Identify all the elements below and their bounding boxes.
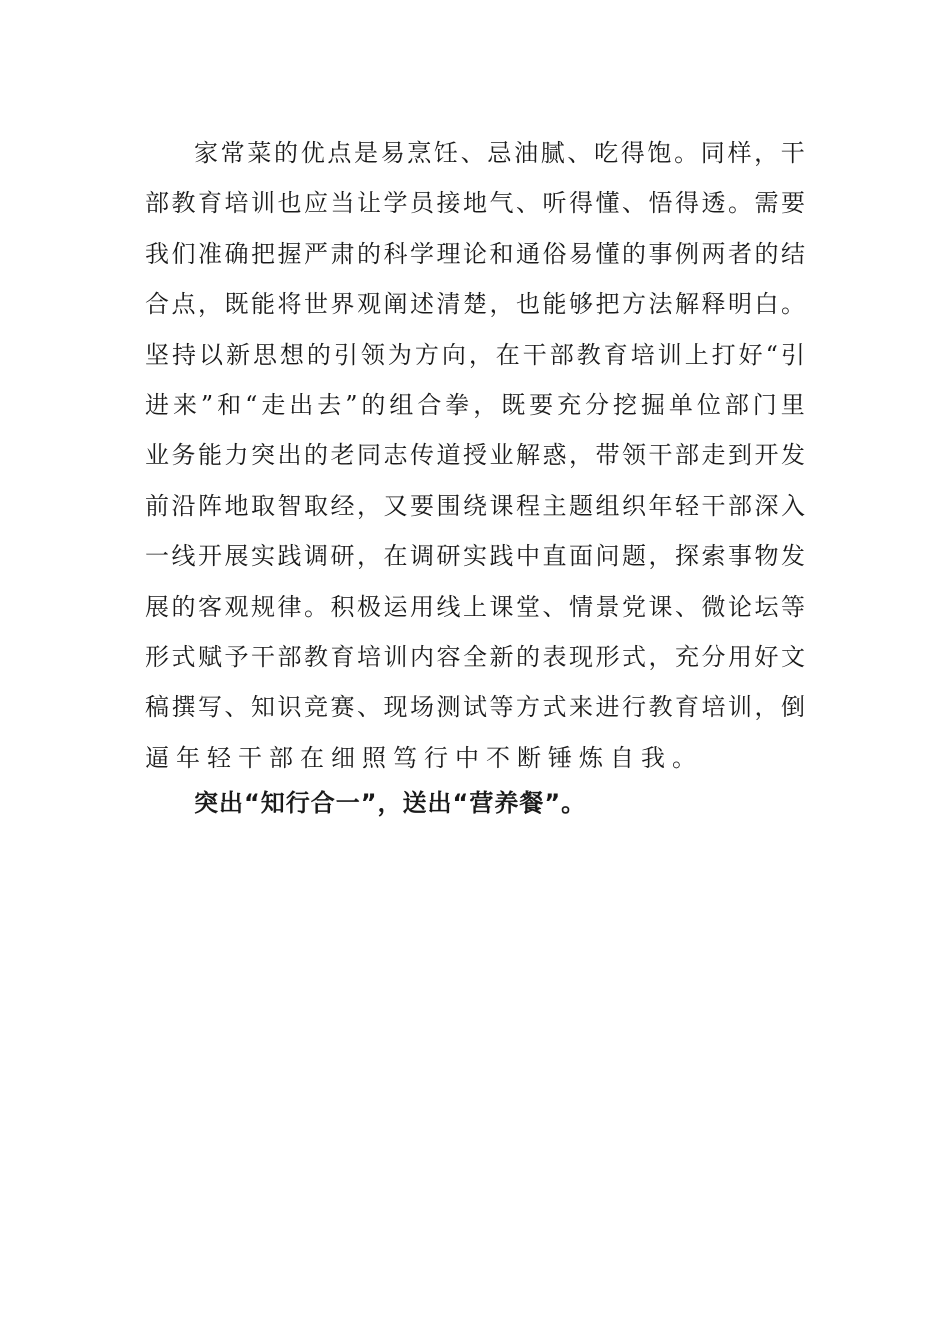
- paragraph-line: 展 的 客 观 规 律 。 积 极 运 用 线 上 课 堂 、 情 景 党 课 、 微 论 坛 等: [145, 592, 805, 621]
- paragraph-line: 一 线 开 展 实 践 调 研 ， 在 调 研 实 践 中 直 面 问 题 ， 探 索 事 物 发: [145, 542, 805, 571]
- paragraph-line: 前 沿 阵 地 取 智 取 经 ， 又 要 围 绕 课 程 主 题 组 织 年 轻 干 部 深 入: [145, 491, 805, 520]
- paragraph-line: 形 式 赋 予 干 部 教 育 培 训 内 容 全 新 的 表 现 形 式 ， 充 分 用 好 文: [145, 642, 805, 671]
- paragraph-line: 部 教 育 培 训 也 应 当 让 学 员 接 地 气 、 听 得 懂 、 悟 得 透 。 需 要: [145, 189, 805, 218]
- paragraph-line: 合 点 ， 既 能 将 世 界 观 阐 述 清 楚 ， 也 能 够 把 方 法 解 释 明 白 。: [145, 290, 805, 319]
- paragraph-line: 稿 撰 写 、 知 识 竞 赛 、 现 场 测 试 等 方 式 来 进 行 教 育 培 训 ， 倒: [145, 693, 805, 722]
- body-paragraph: [145, 128, 805, 783]
- paragraph-line: 进 来 ” 和 “ 走 出 去 ” 的 组 合 拳 ， 既 要 充 分 挖 掘 单 位 部 门 里: [145, 390, 805, 419]
- paragraph-line: 坚 持 以 新 思 想 的 引 领 为 方 向 ， 在 干 部 教 育 培 训 上 打 好 “ 引: [145, 340, 805, 369]
- paragraph-line: 业 务 能 力 突 出 的 老 同 志 传 道 授 业 解 惑 ， 带 领 干 部 走 到 开 发: [145, 441, 805, 470]
- paragraph-line: 我 们 准 确 把 握 严 肃 的 科 学 理 论 和 通 俗 易 懂 的 事 例 两 者 的 结: [145, 239, 805, 268]
- section-heading: 突出“知行合一”，送出“营养餐”。: [194, 789, 587, 817]
- paragraph-line: 家 常 菜 的 优 点 是 易 烹 饪 、 忌 油 腻 、 吃 得 饱 。 同 样 ， 干: [194, 139, 805, 167]
- paragraph-line: 逼年轻干部在细照笃行中不断锤炼自我。: [145, 743, 703, 772]
